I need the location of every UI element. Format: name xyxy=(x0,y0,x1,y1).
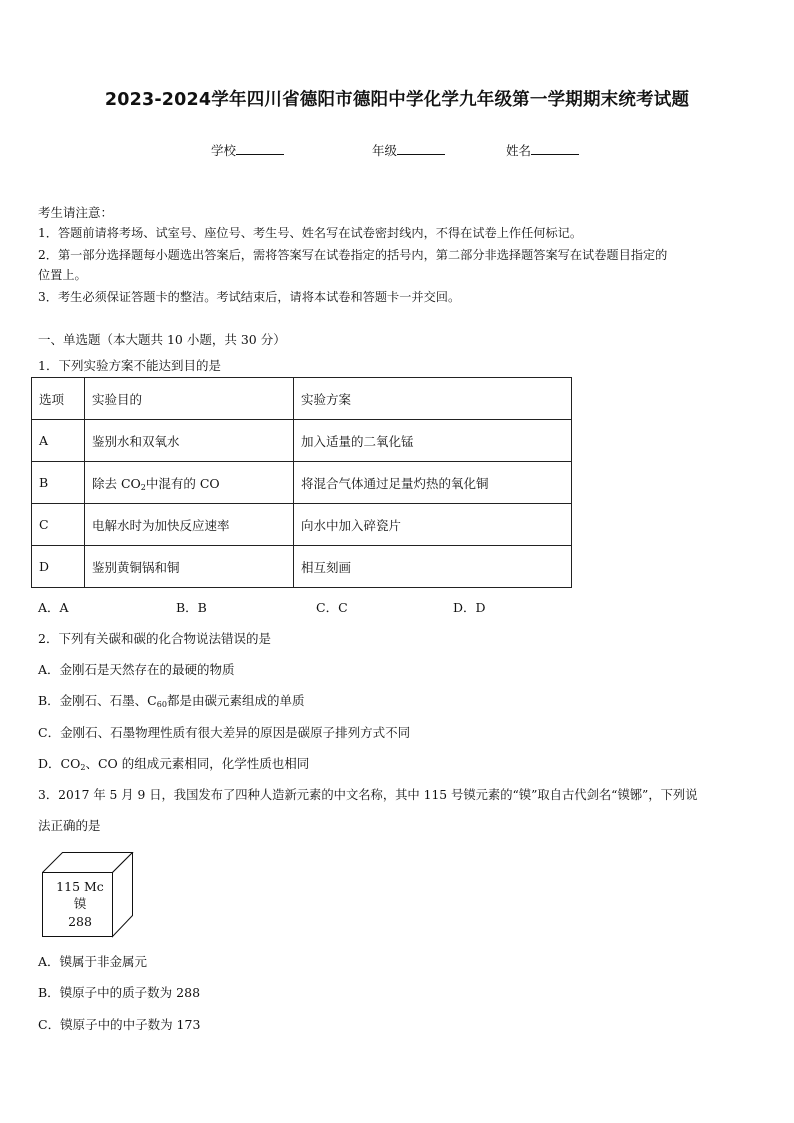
row-option: C xyxy=(32,504,85,546)
q3-option-a[interactable]: A．镆属于非金属元 xyxy=(38,954,148,969)
school-blank[interactable] xyxy=(236,142,284,155)
notice-item-2-cont: 位置上。 xyxy=(38,268,87,282)
row-purpose: 除去 $CO_2$中混有的 CO xyxy=(85,462,294,504)
table-header-row xyxy=(32,378,572,420)
row-option: D xyxy=(32,546,85,588)
q2-stem: 2．下列有关碳和碳的化合物说法错误的是 xyxy=(38,631,271,646)
q1-option-c[interactable]: C．C xyxy=(316,600,348,615)
row-purpose: 鉴别黄铜锅和铜 xyxy=(85,546,294,588)
table-row xyxy=(32,420,572,462)
grade-field[interactable] xyxy=(372,141,445,159)
header-purpose: 实验目的 xyxy=(85,378,294,420)
row-option: B xyxy=(32,462,85,504)
name-field[interactable] xyxy=(506,141,579,159)
q2-option-a[interactable]: A．金刚石是天然存在的最硬的物质 xyxy=(38,662,235,677)
row-method: 将混合气体通过足量灼热的氧化铜 xyxy=(294,462,572,504)
cube-number-symbol: 115 Mc xyxy=(56,879,104,894)
school-label: 学校 xyxy=(211,143,237,158)
school-field[interactable] xyxy=(211,141,284,159)
q3-option-c[interactable]: C．镆原子中的中子数为 173 xyxy=(38,1017,201,1032)
cube-element-name: 镆 xyxy=(73,896,87,911)
q2-option-d[interactable]: D．$CO_2$、CO 的组成元素相同，化学性质也相同 xyxy=(38,756,310,772)
row-method: 加入适量的二氧化锰 xyxy=(294,420,572,462)
q2-option-b[interactable]: B．金刚石、石墨、$C_{60}$都是由碳元素组成的单质 xyxy=(38,693,305,709)
row-method: 相互刻画 xyxy=(294,546,572,588)
q2-option-c[interactable]: C．金刚石、石墨物理性质有很大差异的原因是碳原子排列方式不同 xyxy=(38,725,411,740)
grade-label: 年级 xyxy=(372,143,398,158)
table-row xyxy=(32,546,572,588)
name-label: 姓名 xyxy=(506,143,532,158)
row-purpose: 电解水时为加快反应速率 xyxy=(85,504,294,546)
q3-stem-line2: 法正确的是 xyxy=(38,818,101,833)
notice-item-3: 3．考生必须保证答题卡的整洁。考试结束后，请将本试卷和答题卡一并交回。 xyxy=(38,290,461,304)
header-method: 实验方案 xyxy=(294,378,572,420)
section-heading: 一、单选题（本大题共 10 小题，共 30 分） xyxy=(38,332,286,347)
row-method: 向水中加入碎瓷片 xyxy=(294,504,572,546)
q1-stem: 1．下列实验方案不能达到目的是 xyxy=(38,358,221,373)
notice-item-2: 2．第一部分选择题每小题选出答案后，需将答案写在试卷指定的括号内，第二部分非选择题答案写在试卷题目指定的 xyxy=(38,248,668,262)
page-title: 2023-2024学年四川省德阳市德阳中学化学九年级第一学期期末统考试题 xyxy=(104,90,690,110)
grade-blank[interactable] xyxy=(397,142,445,155)
notice-item-1: 1．答题前请将考场、试室号、座位号、考生号、姓名写在试卷密封线内，不得在试卷上作任何标记。 xyxy=(38,226,583,240)
header-option: 选项 xyxy=(32,378,85,420)
q1-option-a[interactable]: A．A xyxy=(38,600,69,615)
table-row xyxy=(32,462,572,504)
q1-option-d[interactable]: D．D xyxy=(453,600,486,615)
q3-stem-line1: 3．2017 年 5 月 9 日，我国发布了四种人造新元素的中文名称，其中 115 号镆元素的“镆”取自古代剑名“镆铘”，下列说 xyxy=(38,788,698,802)
q1-table xyxy=(31,377,572,588)
notice-heading: 考生请注意： xyxy=(38,205,114,220)
cube-mass: 288 xyxy=(68,914,92,929)
row-purpose: 鉴别水和双氧水 xyxy=(85,420,294,462)
q3-option-b[interactable]: B．镆原子中的质子数为 288 xyxy=(38,985,201,1000)
row-option: A xyxy=(32,420,85,462)
table-row xyxy=(32,504,572,546)
q1-option-b[interactable]: B．B xyxy=(176,600,207,615)
name-blank[interactable] xyxy=(531,142,579,155)
